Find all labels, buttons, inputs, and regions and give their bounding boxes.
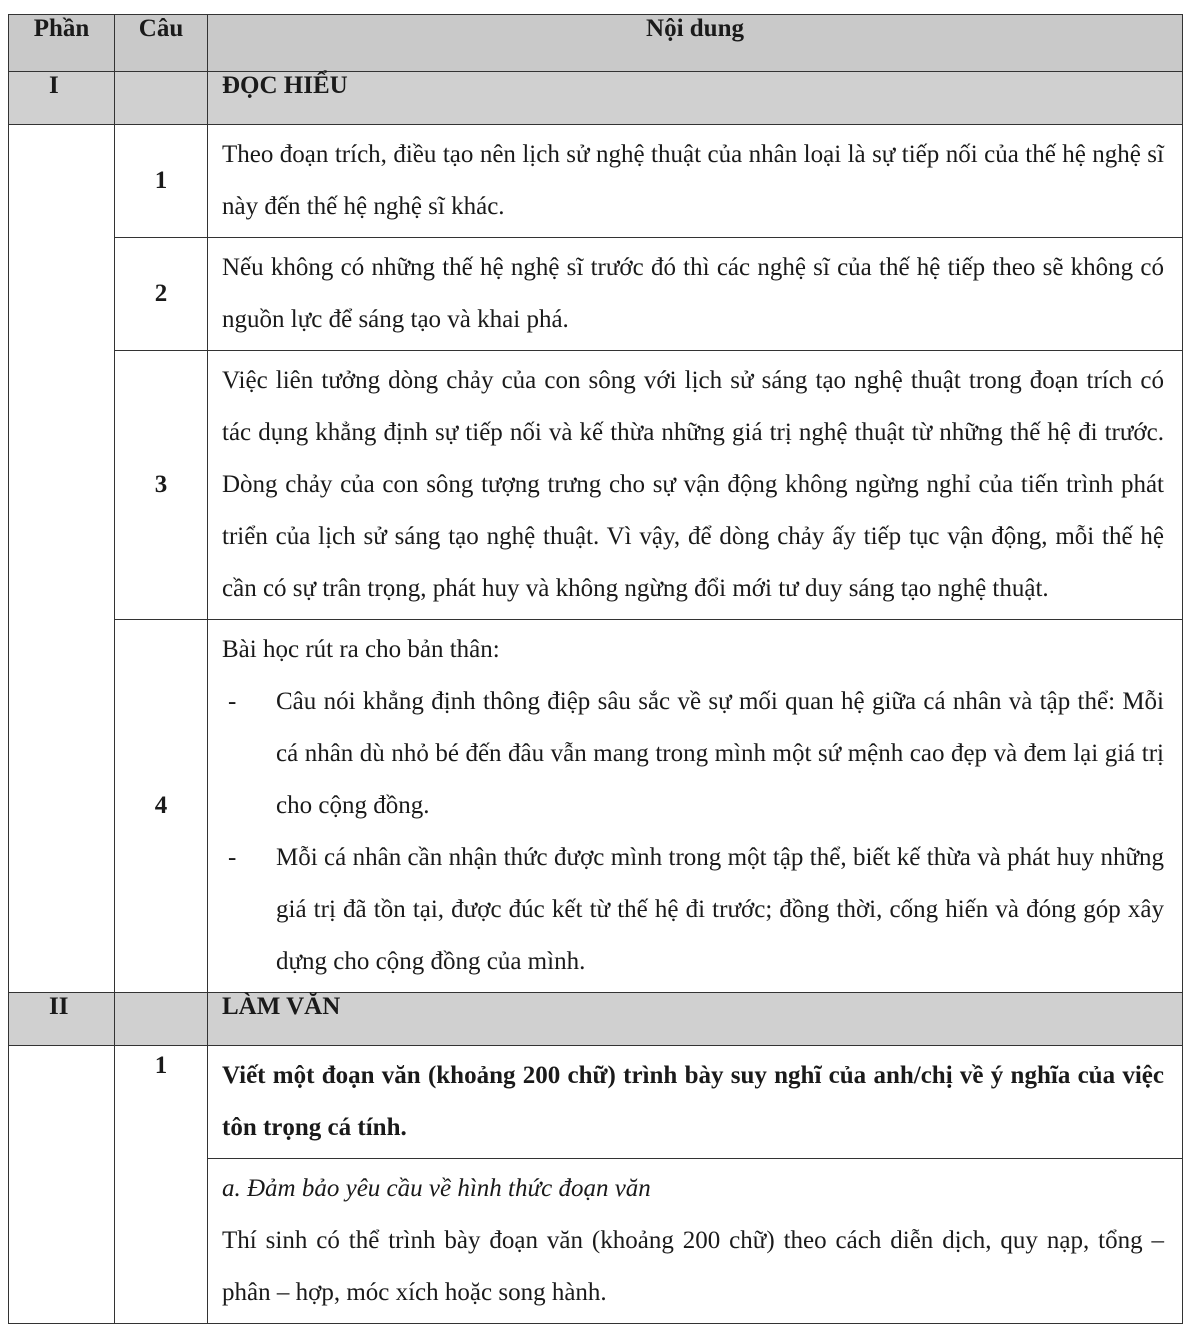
- header-content: Nội dung: [208, 15, 1183, 72]
- section-row: [9, 72, 1183, 125]
- question-number: 1: [115, 125, 208, 238]
- answer-intro: Bài học rút ra cho bản thân:: [222, 636, 500, 663]
- section-number: II: [9, 993, 115, 1046]
- table-row: [9, 351, 1183, 620]
- answer-paragraph: Thí sinh có thể trình bày đoạn văn (khoảng 200 chữ) theo cách diễn dịch, quy nạp, tổng – phân – hợp, móc xích hoặc song hành.: [222, 1227, 1164, 1306]
- part-empty-cell: [9, 125, 115, 993]
- section-title: ĐỌC HIỂU: [208, 72, 1183, 125]
- section-row: [9, 993, 1183, 1046]
- question-number: 4: [115, 620, 208, 993]
- answer-content: [208, 620, 1183, 993]
- bullet-item: [222, 832, 1164, 988]
- answer-content: [208, 351, 1183, 620]
- bullet-text: Mỗi cá nhân cần nhận thức được mình trong một tập thể, biết kế thừa và phát huy những giá trị đã tồn tại, được đúc kết từ thế hệ đi trước; đồng thời, cống hiến và đóng góp xây dựng cho cộng đồng của mình.: [276, 844, 1164, 975]
- section-empty-cell: [115, 993, 208, 1046]
- part-empty-cell: [9, 1046, 115, 1324]
- answer-table: [8, 14, 1183, 1324]
- question-number: 2: [115, 238, 208, 351]
- bullet-item: [222, 676, 1164, 832]
- question-prompt: Viết một đoạn văn (khoảng 200 chữ) trình bày suy nghĩ của anh/chị về ý nghĩa của việc tôn trọng cá tính.: [208, 1046, 1183, 1159]
- table-row: [9, 620, 1183, 993]
- table-header-row: [9, 15, 1183, 72]
- answer-paragraph: Theo đoạn trích, điều tạo nên lịch sử nghệ thuật của nhân loại là sự tiếp nối của thế hệ nghệ sĩ này đến thế hệ nghệ sĩ khác.: [222, 141, 1164, 220]
- answer-content: [208, 125, 1183, 238]
- table-row: [9, 238, 1183, 351]
- section-title: LÀM VĂN: [208, 993, 1183, 1046]
- table-row: [9, 1046, 1183, 1159]
- bullet-text: Câu nói khẳng định thông điệp sâu sắc về sự mối quan hệ giữa cá nhân và tập thể: Mỗi cá nhân dù nhỏ bé đến đâu vẫn mang trong mình một sứ mệnh cao đẹp và đem lại giá trị cho cộng đồng.: [276, 688, 1164, 819]
- question-number: 1: [115, 1046, 208, 1324]
- bullet-marker: -: [228, 688, 237, 715]
- section-empty-cell: [115, 72, 208, 125]
- sub-heading: a. Đảm bảo yêu cầu về hình thức đoạn văn: [222, 1175, 651, 1202]
- answer-content: [208, 1159, 1183, 1324]
- header-question: Câu: [115, 15, 208, 72]
- question-number: 3: [115, 351, 208, 620]
- bullet-marker: -: [228, 844, 237, 871]
- answer-content: [208, 238, 1183, 351]
- header-part: Phần: [9, 15, 115, 72]
- answer-paragraph: Việc liên tưởng dòng chảy của con sông với lịch sử sáng tạo nghệ thuật trong đoạn trích có tác dụng khẳng định sự tiếp nối và kế thừa những giá trị nghệ thuật từ những thế hệ đi trước. Dòng chảy của con sông tượng trưng cho sự vận động không ngừng nghỉ của tiến trình phát triển của lịch sử sáng tạo nghệ thuật. Vì vậy, để dòng chảy ấy tiếp tục vận động, mỗi thế hệ cần có sự trân trọng, phát huy và không ngừng đổi mới tư duy sáng tạo nghệ thuật.: [222, 367, 1164, 602]
- table-row: [9, 125, 1183, 238]
- section-number: I: [9, 72, 115, 125]
- answer-paragraph: Nếu không có những thế hệ nghệ sĩ trước đó thì các nghệ sĩ của thế hệ tiếp theo sẽ không có nguồn lực để sáng tạo và khai phá.: [222, 254, 1164, 333]
